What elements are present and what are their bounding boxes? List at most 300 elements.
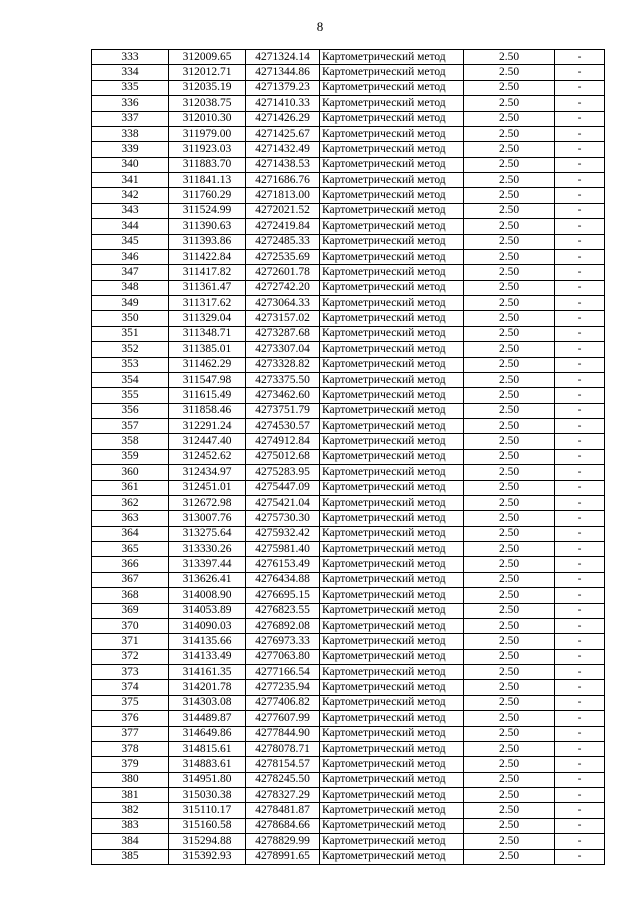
cell-coord-y: 4272021.52 (246, 203, 320, 218)
cell-accuracy: 2.50 (464, 249, 555, 264)
cell-method: Картометрический метод (320, 757, 464, 772)
cell-coord-x: 314815.61 (169, 741, 246, 756)
cell-note: - (555, 849, 605, 864)
cell-coord-y: 4272601.78 (246, 265, 320, 280)
cell-accuracy: 2.50 (464, 711, 555, 726)
table-row (92, 603, 605, 618)
cell-point-number: 335 (92, 80, 169, 95)
cell-coord-x: 311422.84 (169, 249, 246, 264)
cell-accuracy: 2.50 (464, 849, 555, 864)
cell-coord-x: 314489.87 (169, 711, 246, 726)
cell-coord-y: 4278481.87 (246, 803, 320, 818)
cell-method: Картометрический метод (320, 849, 464, 864)
cell-coord-y: 4271344.86 (246, 65, 320, 80)
cell-accuracy: 2.50 (464, 834, 555, 849)
cell-coord-x: 311923.03 (169, 142, 246, 157)
table-row (92, 726, 605, 741)
cell-note: - (555, 511, 605, 526)
cell-accuracy: 2.50 (464, 372, 555, 387)
cell-method: Картометрический метод (320, 680, 464, 695)
cell-note: - (555, 449, 605, 464)
cell-point-number: 381 (92, 788, 169, 803)
cell-accuracy: 2.50 (464, 403, 555, 418)
cell-note: - (555, 311, 605, 326)
cell-method: Картометрический метод (320, 572, 464, 587)
cell-point-number: 373 (92, 665, 169, 680)
cell-accuracy: 2.50 (464, 203, 555, 218)
cell-accuracy: 2.50 (464, 173, 555, 188)
cell-coord-y: 4277063.80 (246, 649, 320, 664)
cell-note: - (555, 65, 605, 80)
cell-coord-x: 311393.86 (169, 234, 246, 249)
cell-method: Картометрический метод (320, 542, 464, 557)
cell-accuracy: 2.50 (464, 111, 555, 126)
cell-coord-y: 4273328.82 (246, 357, 320, 372)
cell-method: Картометрический метод (320, 80, 464, 95)
cell-accuracy: 2.50 (464, 757, 555, 772)
page-number: 8 (316, 19, 324, 34)
cell-accuracy: 2.50 (464, 465, 555, 480)
cell-coord-y: 4272742.20 (246, 280, 320, 295)
cell-point-number: 336 (92, 96, 169, 111)
cell-method: Картометрический метод (320, 173, 464, 188)
cell-coord-x: 312447.40 (169, 434, 246, 449)
table-row (92, 111, 605, 126)
cell-point-number: 358 (92, 434, 169, 449)
cell-method: Картометрический метод (320, 603, 464, 618)
cell-note: - (555, 280, 605, 295)
table-row (92, 588, 605, 603)
cell-point-number: 366 (92, 557, 169, 572)
table-row (92, 419, 605, 434)
cell-coord-x: 311858.46 (169, 403, 246, 418)
cell-accuracy: 2.50 (464, 741, 555, 756)
cell-note: - (555, 572, 605, 587)
cell-method: Картометрический метод (320, 311, 464, 326)
table-row (92, 634, 605, 649)
cell-point-number: 379 (92, 757, 169, 772)
cell-note: - (555, 542, 605, 557)
cell-accuracy: 2.50 (464, 434, 555, 449)
table-row (92, 818, 605, 833)
cell-point-number: 337 (92, 111, 169, 126)
cell-coord-x: 315392.93 (169, 849, 246, 864)
cell-coord-x: 311615.49 (169, 388, 246, 403)
cell-note: - (555, 142, 605, 157)
cell-coord-x: 315294.88 (169, 834, 246, 849)
cell-point-number: 361 (92, 480, 169, 495)
table-row (92, 249, 605, 264)
cell-accuracy: 2.50 (464, 588, 555, 603)
cell-note: - (555, 711, 605, 726)
cell-accuracy: 2.50 (464, 142, 555, 157)
cell-accuracy: 2.50 (464, 342, 555, 357)
cell-note: - (555, 403, 605, 418)
cell-coord-y: 4273375.50 (246, 372, 320, 387)
cell-coord-x: 313397.44 (169, 557, 246, 572)
table-row (92, 173, 605, 188)
cell-coord-y: 4277235.94 (246, 680, 320, 695)
cell-coord-x: 312010.30 (169, 111, 246, 126)
cell-point-number: 339 (92, 142, 169, 157)
cell-method: Картометрический метод (320, 142, 464, 157)
cell-coord-x: 315110.17 (169, 803, 246, 818)
cell-point-number: 370 (92, 618, 169, 633)
cell-point-number: 349 (92, 296, 169, 311)
cell-coord-y: 4273751.79 (246, 403, 320, 418)
table-row (92, 618, 605, 633)
cell-accuracy: 2.50 (464, 495, 555, 510)
cell-accuracy: 2.50 (464, 96, 555, 111)
cell-note: - (555, 126, 605, 141)
table-row (92, 711, 605, 726)
cell-coord-x: 311317.62 (169, 296, 246, 311)
cell-accuracy: 2.50 (464, 280, 555, 295)
cell-method: Картометрический метод (320, 772, 464, 787)
table-row (92, 219, 605, 234)
cell-note: - (555, 665, 605, 680)
cell-coord-y: 4277406.82 (246, 695, 320, 710)
cell-point-number: 367 (92, 572, 169, 587)
table-row (92, 388, 605, 403)
cell-method: Картометрический метод (320, 788, 464, 803)
cell-point-number: 375 (92, 695, 169, 710)
cell-note: - (555, 203, 605, 218)
cell-point-number: 376 (92, 711, 169, 726)
cell-coord-y: 4275012.68 (246, 449, 320, 464)
cell-note: - (555, 603, 605, 618)
cell-note: - (555, 326, 605, 341)
cell-point-number: 343 (92, 203, 169, 218)
table-row (92, 203, 605, 218)
cell-method: Картометрический метод (320, 157, 464, 172)
cell-coord-x: 314133.49 (169, 649, 246, 664)
cell-accuracy: 2.50 (464, 542, 555, 557)
cell-point-number: 377 (92, 726, 169, 741)
cell-method: Картометрический метод (320, 403, 464, 418)
cell-coord-y: 4272419.84 (246, 219, 320, 234)
cell-point-number: 352 (92, 342, 169, 357)
cell-coord-x: 314951.80 (169, 772, 246, 787)
cell-coord-x: 312672.98 (169, 495, 246, 510)
cell-accuracy: 2.50 (464, 388, 555, 403)
table-row (92, 265, 605, 280)
cell-accuracy: 2.50 (464, 219, 555, 234)
cell-method: Картометрический метод (320, 726, 464, 741)
cell-coord-y: 4273157.02 (246, 311, 320, 326)
table-row (92, 157, 605, 172)
table-row (92, 434, 605, 449)
table-row (92, 80, 605, 95)
cell-note: - (555, 249, 605, 264)
cell-coord-x: 314201.78 (169, 680, 246, 695)
cell-accuracy: 2.50 (464, 788, 555, 803)
cell-method: Картометрический метод (320, 111, 464, 126)
table-row (92, 542, 605, 557)
cell-coord-x: 311361.47 (169, 280, 246, 295)
cell-accuracy: 2.50 (464, 126, 555, 141)
table-row (92, 65, 605, 80)
cell-coord-y: 4276695.15 (246, 588, 320, 603)
cell-note: - (555, 680, 605, 695)
cell-note: - (555, 741, 605, 756)
cell-point-number: 359 (92, 449, 169, 464)
table-row (92, 665, 605, 680)
table-row (92, 126, 605, 141)
cell-coord-y: 4275981.40 (246, 542, 320, 557)
cell-method: Картометрический метод (320, 649, 464, 664)
cell-method: Картометрический метод (320, 296, 464, 311)
cell-method: Картометрический метод (320, 695, 464, 710)
cell-note: - (555, 50, 605, 65)
cell-point-number: 382 (92, 803, 169, 818)
cell-coord-x: 311417.82 (169, 265, 246, 280)
cell-point-number: 362 (92, 495, 169, 510)
cell-point-number: 346 (92, 249, 169, 264)
cell-coord-x: 312035.19 (169, 80, 246, 95)
cell-coord-x: 313626.41 (169, 572, 246, 587)
cell-method: Картометрический метод (320, 65, 464, 80)
cell-coord-y: 4271410.33 (246, 96, 320, 111)
cell-point-number: 365 (92, 542, 169, 557)
cell-point-number: 340 (92, 157, 169, 172)
cell-coord-x: 311385.01 (169, 342, 246, 357)
cell-method: Картометрический метод (320, 511, 464, 526)
cell-coord-y: 4271432.49 (246, 142, 320, 157)
cell-coord-y: 4271438.53 (246, 157, 320, 172)
cell-method: Картометрический метод (320, 249, 464, 264)
cell-coord-x: 312434.97 (169, 465, 246, 480)
cell-point-number: 334 (92, 65, 169, 80)
cell-method: Картометрический метод (320, 803, 464, 818)
cell-method: Картометрический метод (320, 188, 464, 203)
cell-point-number: 383 (92, 818, 169, 833)
cell-coord-x: 311462.29 (169, 357, 246, 372)
table-row (92, 741, 605, 756)
table-row (92, 803, 605, 818)
cell-coord-x: 311547.98 (169, 372, 246, 387)
table-row (92, 403, 605, 418)
cell-point-number: 384 (92, 834, 169, 849)
cell-method: Картометрический метод (320, 588, 464, 603)
cell-point-number: 338 (92, 126, 169, 141)
cell-coord-x: 314090.03 (169, 618, 246, 633)
cell-point-number: 374 (92, 680, 169, 695)
cell-accuracy: 2.50 (464, 265, 555, 280)
cell-method: Картометрический метод (320, 526, 464, 541)
table-row (92, 357, 605, 372)
cell-coord-x: 314649.86 (169, 726, 246, 741)
cell-note: - (555, 157, 605, 172)
cell-note: - (555, 788, 605, 803)
table-row (92, 572, 605, 587)
table-row (92, 234, 605, 249)
cell-coord-y: 4276823.55 (246, 603, 320, 618)
cell-accuracy: 2.50 (464, 803, 555, 818)
table-row (92, 649, 605, 664)
cell-accuracy: 2.50 (464, 65, 555, 80)
table-row (92, 834, 605, 849)
cell-coord-x: 311390.63 (169, 219, 246, 234)
table-row (92, 142, 605, 157)
table-row (92, 96, 605, 111)
cell-accuracy: 2.50 (464, 649, 555, 664)
cell-coord-x: 312451.01 (169, 480, 246, 495)
cell-accuracy: 2.50 (464, 818, 555, 833)
cell-coord-x: 314883.61 (169, 757, 246, 772)
cell-point-number: 380 (92, 772, 169, 787)
cell-point-number: 360 (92, 465, 169, 480)
cell-note: - (555, 80, 605, 95)
cell-note: - (555, 834, 605, 849)
cell-coord-y: 4275932.42 (246, 526, 320, 541)
cell-accuracy: 2.50 (464, 557, 555, 572)
table-row (92, 465, 605, 480)
cell-coord-y: 4275447.09 (246, 480, 320, 495)
cell-coord-x: 314053.89 (169, 603, 246, 618)
cell-coord-x: 314008.90 (169, 588, 246, 603)
cell-coord-x: 312009.65 (169, 50, 246, 65)
cell-coord-x: 313330.26 (169, 542, 246, 557)
cell-accuracy: 2.50 (464, 50, 555, 65)
cell-coord-x: 313275.64 (169, 526, 246, 541)
cell-note: - (555, 372, 605, 387)
cell-note: - (555, 357, 605, 372)
cell-coord-y: 4271425.67 (246, 126, 320, 141)
cell-point-number: 355 (92, 388, 169, 403)
cell-point-number: 344 (92, 219, 169, 234)
cell-method: Картометрический метод (320, 741, 464, 756)
cell-coord-y: 4271813.00 (246, 188, 320, 203)
cell-method: Картометрический метод (320, 50, 464, 65)
cell-method: Картометрический метод (320, 419, 464, 434)
cell-accuracy: 2.50 (464, 311, 555, 326)
cell-coord-y: 4278078.71 (246, 741, 320, 756)
cell-coord-y: 4278829.99 (246, 834, 320, 849)
cell-method: Картометрический метод (320, 665, 464, 680)
cell-accuracy: 2.50 (464, 526, 555, 541)
cell-coord-y: 4273287.68 (246, 326, 320, 341)
cell-accuracy: 2.50 (464, 634, 555, 649)
cell-note: - (555, 634, 605, 649)
cell-note: - (555, 757, 605, 772)
cell-coord-y: 4272535.69 (246, 249, 320, 264)
cell-method: Картометрический метод (320, 480, 464, 495)
cell-coord-x: 315030.38 (169, 788, 246, 803)
cell-coord-x: 312452.62 (169, 449, 246, 464)
table-row (92, 342, 605, 357)
cell-point-number: 385 (92, 849, 169, 864)
cell-coord-y: 4275421.04 (246, 495, 320, 510)
cell-coord-x: 311348.71 (169, 326, 246, 341)
cell-coord-x: 311883.70 (169, 157, 246, 172)
cell-note: - (555, 772, 605, 787)
table-row (92, 772, 605, 787)
cell-method: Картометрический метод (320, 449, 464, 464)
cell-accuracy: 2.50 (464, 772, 555, 787)
cell-point-number: 348 (92, 280, 169, 295)
cell-note: - (555, 557, 605, 572)
cell-point-number: 371 (92, 634, 169, 649)
cell-note: - (555, 803, 605, 818)
table-row (92, 495, 605, 510)
table-row (92, 526, 605, 541)
cell-note: - (555, 96, 605, 111)
cell-point-number: 357 (92, 419, 169, 434)
cell-note: - (555, 726, 605, 741)
cell-point-number: 333 (92, 50, 169, 65)
cell-method: Картометрический метод (320, 219, 464, 234)
cell-point-number: 354 (92, 372, 169, 387)
cell-note: - (555, 296, 605, 311)
cell-method: Картометрический метод (320, 818, 464, 833)
cell-coord-x: 311760.29 (169, 188, 246, 203)
cell-accuracy: 2.50 (464, 695, 555, 710)
table-row (92, 849, 605, 864)
cell-accuracy: 2.50 (464, 234, 555, 249)
cell-point-number: 341 (92, 173, 169, 188)
cell-coord-y: 4277844.90 (246, 726, 320, 741)
table-row (92, 372, 605, 387)
cell-accuracy: 2.50 (464, 357, 555, 372)
cell-note: - (555, 465, 605, 480)
cell-method: Картометрический метод (320, 618, 464, 633)
cell-accuracy: 2.50 (464, 480, 555, 495)
cell-point-number: 369 (92, 603, 169, 618)
cell-point-number: 345 (92, 234, 169, 249)
cell-method: Картометрический метод (320, 388, 464, 403)
cell-coord-y: 4271686.76 (246, 173, 320, 188)
coordinates-table-body (92, 50, 605, 865)
cell-coord-x: 312038.75 (169, 96, 246, 111)
cell-accuracy: 2.50 (464, 511, 555, 526)
cell-coord-y: 4273064.33 (246, 296, 320, 311)
coordinates-table (91, 49, 605, 865)
cell-accuracy: 2.50 (464, 726, 555, 741)
cell-point-number: 378 (92, 741, 169, 756)
cell-coord-y: 4278154.57 (246, 757, 320, 772)
table-row (92, 188, 605, 203)
cell-note: - (555, 173, 605, 188)
cell-coord-x: 313007.76 (169, 511, 246, 526)
cell-note: - (555, 111, 605, 126)
cell-coord-y: 4277607.99 (246, 711, 320, 726)
table-row (92, 680, 605, 695)
table-row (92, 296, 605, 311)
cell-coord-y: 4276153.49 (246, 557, 320, 572)
cell-point-number: 356 (92, 403, 169, 418)
cell-note: - (555, 219, 605, 234)
cell-coord-x: 314135.66 (169, 634, 246, 649)
cell-accuracy: 2.50 (464, 665, 555, 680)
table-row (92, 511, 605, 526)
cell-point-number: 342 (92, 188, 169, 203)
table-row (92, 557, 605, 572)
cell-method: Картометрический метод (320, 357, 464, 372)
cell-method: Картометрический метод (320, 326, 464, 341)
cell-method: Картометрический метод (320, 834, 464, 849)
cell-coord-x: 312012.71 (169, 65, 246, 80)
cell-coord-y: 4275283.95 (246, 465, 320, 480)
cell-coord-y: 4271379.23 (246, 80, 320, 95)
table-row (92, 695, 605, 710)
cell-coord-y: 4271426.29 (246, 111, 320, 126)
cell-method: Картометрический метод (320, 280, 464, 295)
cell-point-number: 368 (92, 588, 169, 603)
cell-method: Картометрический метод (320, 557, 464, 572)
cell-point-number: 364 (92, 526, 169, 541)
cell-coord-y: 4276434.88 (246, 572, 320, 587)
